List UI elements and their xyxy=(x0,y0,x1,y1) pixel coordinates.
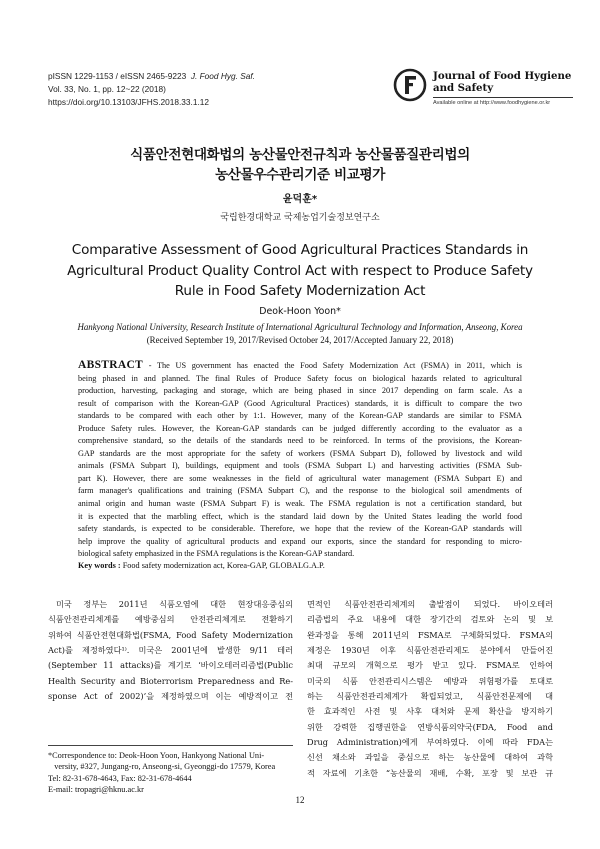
keywords xyxy=(78,561,522,570)
volume-line: Vol. 33, No. 1, pp. 12~22 (2018) xyxy=(48,84,166,94)
journal-title-line1: Journal of Food Hygiene xyxy=(433,70,572,82)
body-column-left xyxy=(48,597,293,704)
english-title-line1: Comparative Assessment of Good Agricultural Practices Standards in xyxy=(71,242,529,258)
journal-logo-icon xyxy=(393,68,427,102)
abstract-label: ABSTRACT xyxy=(78,359,144,371)
body-line: 리즘법의 주요 내용에 대한 장기간의 검토와 논의 및 보 xyxy=(307,614,553,625)
logo-divider xyxy=(433,97,573,98)
footnote-divider xyxy=(48,745,293,746)
body-line: 미국의 식품 안전관리시스템은 예방과 위험평가를 토대로 xyxy=(307,675,553,686)
journal-logo xyxy=(393,68,573,114)
body-line: 하는 식품안전관리체계가 확립되었고, 식품안전문제에 대 xyxy=(307,691,553,702)
abstract-line: being phased in and planned. The final Rules of Produce Safety focus on biological hazards related to agricultural xyxy=(78,373,522,383)
abstract-line: safety standards, is expected to be considerable. Therefore, we hope that the review of the Korean-GAP standards will xyxy=(78,524,522,534)
body-line: 신선 채소와 과일을 중심으로 하는 농산물에 대하여 과학 xyxy=(307,752,553,763)
abstract-line: animal origin and human waste (FSMA Subpart F) is weak. The FSMA regulation is not a certification standard, but xyxy=(78,499,522,509)
abstract-line: part K). However, there are some weaknesses in the field of agricultural water management (FSMA Subpart E) and xyxy=(78,473,522,483)
english-title-line2: Agricultural Product Quality Control Act with respect to Produce Safety xyxy=(67,262,533,279)
korean-title-line1: 식품안전현대화법의 농산물안전규칙과 농산물품질관리법의 xyxy=(130,147,470,163)
abstract-line: GAP standards are the most appropriate for the safety of workers (FSMA Subpart D), followed by livestock and wild xyxy=(78,448,522,458)
abstract-line: comprehensive standard, so the details of the standards need to be reinforced. In terms of the provisions, the Korean- xyxy=(78,436,522,446)
abstract-line: result of comparison with the Korean-GAP (Good Agricultural Practices) standards, it is difficult to compare the two xyxy=(78,398,522,408)
body-line: (September 11 attacks)를 계기로 ‘바이오테러리즘법(Public xyxy=(48,660,293,671)
body-line: sponse Act of 2002)’을 제정하였으며 이는 예방적이고 전 xyxy=(48,691,293,702)
abstract-first-line xyxy=(78,359,522,373)
abstract-line: standards to be compared with each other by 1:1. However, many of the Korean-GAP standards are similar to FSMA xyxy=(78,411,522,421)
body-column-right xyxy=(307,597,553,781)
abstract-line: farm manager's qualifications and training (FSMA Subpart C), and the response to the biological soil amendments of xyxy=(78,486,522,496)
footnote-line: versity, #327, Jungang-ro, Anseong-si, Gyeonggi-do 17579, Korea xyxy=(48,762,276,772)
korean-affiliation: 국립한경대학교 국제농업기술정보연구소 xyxy=(220,213,380,223)
korean-title xyxy=(0,145,600,185)
body-line: 식품안전관리체계를 예방중심의 안전관리체계로 전환하기 xyxy=(48,614,293,625)
footnote-email[interactable]: E-mail: tropagri@hknu.ac.kr xyxy=(48,785,144,795)
abstract-line: production, harvesting, packaging and storage, which are being phased in since 2017 depending on farm scale. As a xyxy=(78,386,522,396)
english-affiliation: Hankyong National University, Research Institute of International Agricultural Technology and Information, Anseong, Korea xyxy=(77,322,523,332)
body-line: Act)를 제정하였다¹⁾. 미국은 2001년에 발생한 9/11 테러 xyxy=(48,645,293,656)
body-line: Health Security and Bioterrorism Preparedness and Re- xyxy=(48,675,293,686)
body-line: 면적인 식품안전관리체계의 출발점이 되었다. 바이오테러 xyxy=(307,599,553,609)
body-line: 미국 정부는 2011년 식품오염에 대한 현장대응중심의 xyxy=(56,599,293,609)
correspondence-footnote xyxy=(48,750,293,796)
page-number: 12 xyxy=(295,795,305,805)
english-title xyxy=(0,240,600,302)
abstract-text: - The US government has enacted the Food Safety Modernization Act (FSMA) in 2011, which is xyxy=(143,361,522,370)
journal-abbreviation: J. Food Hyg. Saf. xyxy=(190,71,255,81)
body-line: Drug Administration)에게 부여하였다. 이에 따라 FDA는 xyxy=(307,737,553,748)
body-line: 제정은 1930년 이후 식품안전관리제도 분야에서 만들어진 xyxy=(307,645,553,656)
footnote-line: *Correspondence to: Deok-Hoon Yoon, Hankyong National Uni- xyxy=(48,751,265,760)
abstract-line: biological safety emphasized in the FSMA regulations is the Korean-GAP standard. xyxy=(78,549,355,559)
doi-link[interactable]: https://doi.org/10.13103/JFHS.2018.33.1.12 xyxy=(48,97,209,107)
journal-title xyxy=(433,70,571,94)
body-line: 적 자료에 기초한 “농산물의 재배, 수확, 포장 및 보관 규 xyxy=(307,767,553,778)
korean-author: 윤덕훈* xyxy=(282,194,318,205)
korean-title-line2: 농산물우수관리기준 비교평가 xyxy=(215,167,385,183)
abstract-line: help improve the quality of agricultural products and expand our exports, since the standard for responding to micro- xyxy=(78,536,522,546)
journal-title-line2: and Safety xyxy=(433,82,494,94)
received-dates: (Received September 19, 2017/Revised October 24, 2017/Accepted January 22, 2018) xyxy=(146,335,454,345)
body-line: 완과정을 통해 2011년의 FSMA로 구체화되었다. FSMA의 xyxy=(307,629,553,640)
body-line: 위하여 식품안전현대화법(FSMA, Food Safety Modernization xyxy=(48,629,293,640)
body-line: 한 효과적인 사전 및 사후 대처와 문제 확산을 방지하기 xyxy=(307,706,553,717)
abstract-line: it is expected that the marbling effect, which is the standard laid down by the United States leading the world food xyxy=(78,511,522,521)
article-metadata xyxy=(48,70,255,109)
issn-line xyxy=(48,70,255,83)
keywords-text: Food safety modernization act, Korea-GAP, GLOBALG.A.P. xyxy=(120,561,325,570)
body-line: 최대 규모의 개혁으로 평가 받고 있다. FSMA로 인하여 xyxy=(307,660,553,671)
journal-url[interactable]: Available online at http://www.foodhygiene.or.kr xyxy=(433,100,551,106)
keywords-label: Key words : xyxy=(78,561,121,570)
issn: pISSN 1229-1153 / eISSN 2465-9223 xyxy=(48,71,187,81)
abstract-line: Produce Safety rules. However, the Korean-GAP standards can be judged differently according to the evaluator as a xyxy=(78,423,522,433)
english-title-line3: Rule in Food Safety Modernization Act xyxy=(174,283,426,299)
abstract-line: animals (FSMA Subpart I), buildings, equipment and tools (FSMA Subpart L) and harvesting activities (FSMA Sub- xyxy=(78,461,522,471)
footnote-line: Tel: 82-31-678-4643, Fax: 82-31-678-4644 xyxy=(48,773,192,783)
abstract xyxy=(78,359,522,561)
body-line: 위한 강력한 집행권한을 연방식품의약국(FDA, Food and xyxy=(307,721,553,732)
english-author: Deok-Hoon Yoon* xyxy=(259,306,341,317)
